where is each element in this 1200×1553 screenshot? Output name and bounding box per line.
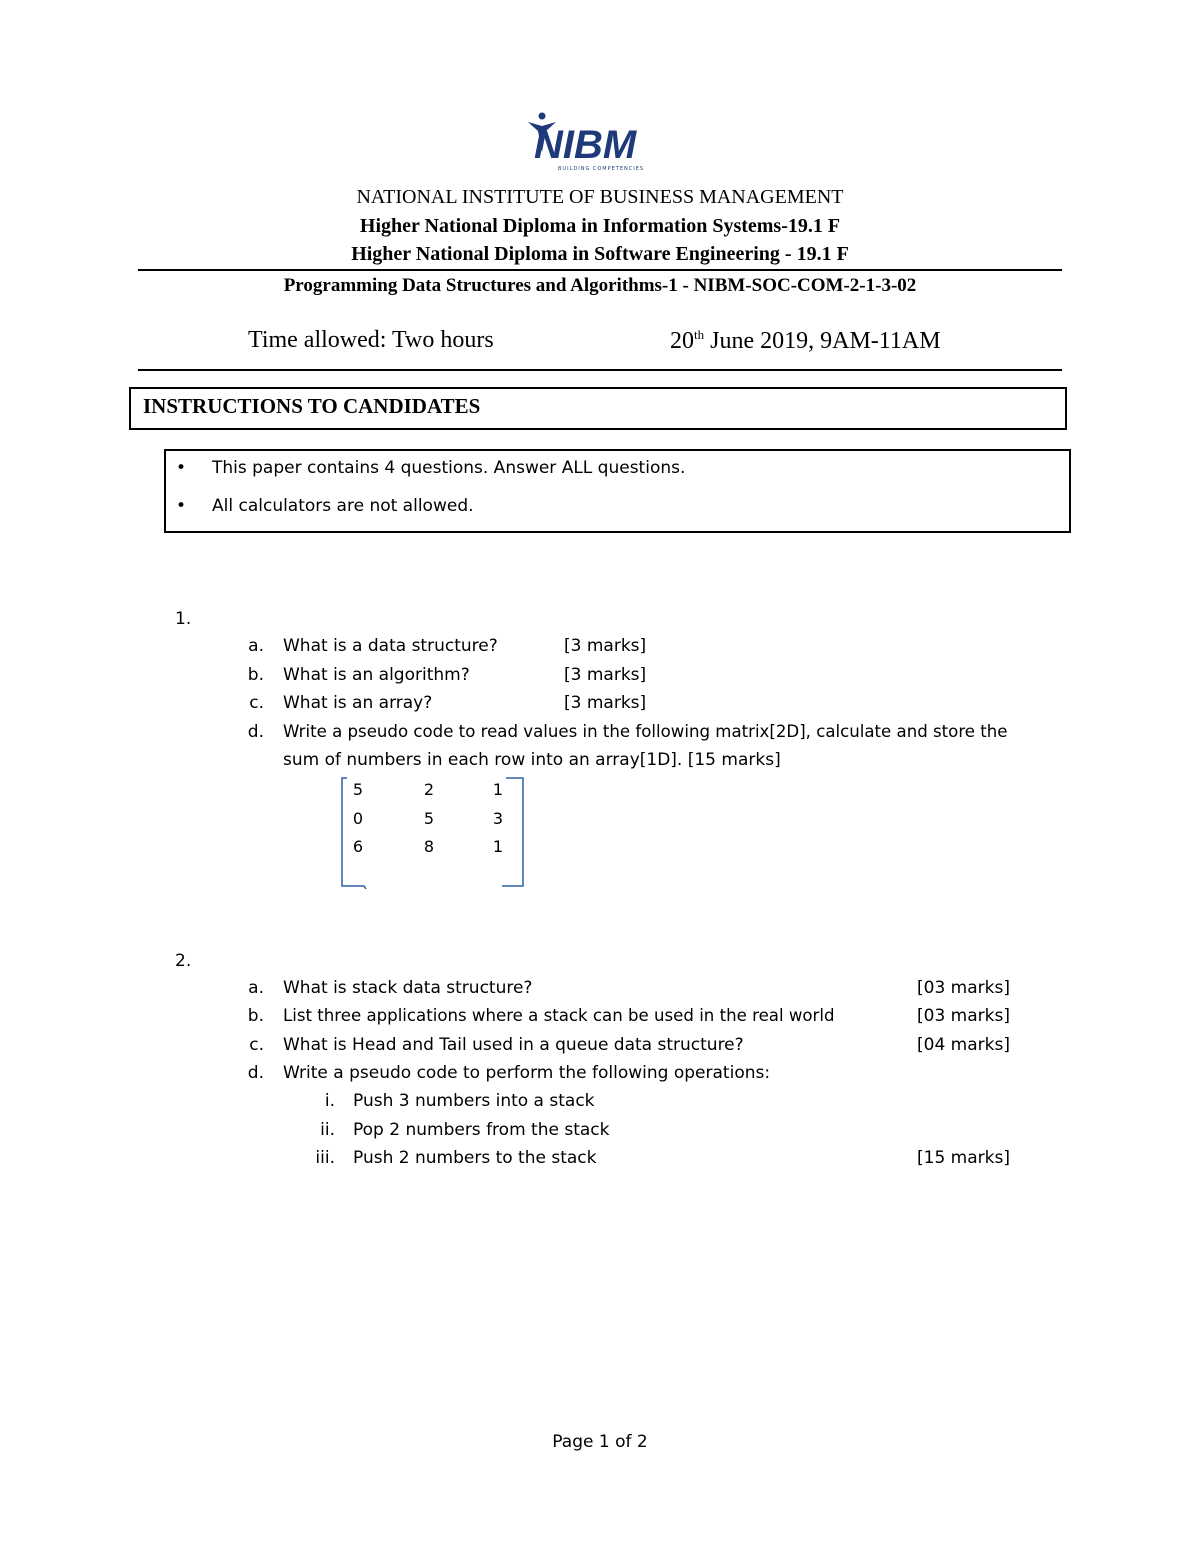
page-number: Page 1 of 2 [552,1432,648,1452]
q1-part-label: d. [247,722,264,742]
q2-part-label: d. [247,1063,264,1083]
matrix-cell: 1 [492,837,504,856]
q1a-marks: [3 marks] [564,636,647,656]
instructions-title: INSTRUCTIONS TO CANDIDATES [143,394,481,418]
q2b-marks: [03 marks] [917,1006,1010,1026]
program-title-1: Higher National Diploma in Information Systems-19.1 F [359,215,841,237]
q2-part-label: c. [249,1035,264,1055]
instructions-list [164,449,1071,533]
q1c-text: What is an array? [283,693,433,713]
q2d-subpart-label: ii. [320,1120,335,1140]
q2-part-label: b. [247,1006,264,1026]
header-rule-bottom [138,369,1062,371]
matrix-cell: 5 [423,809,435,828]
matrix-cell: 2 [423,780,435,799]
q2-part-label: a. [248,978,264,998]
program-title-2: Higher National Diploma in Software Engineering - 19.1 F [351,243,849,265]
q1d-text-continued: sum of numbers in each row into an array[1D]. [15 marks] [283,750,781,770]
matrix-2d [340,776,525,890]
q2d-subpart-text: Pop 2 numbers from the stack [353,1120,610,1140]
q1a-text: What is a data structure? [283,636,498,656]
q2d-subpart-label: iii. [315,1148,335,1168]
q1-part-label: b. [247,665,264,685]
q1c-marks: [3 marks] [564,693,647,713]
q2c-marks: [04 marks] [917,1035,1010,1055]
svg-text:NIBM: NIBM [534,123,637,167]
matrix-cell: 6 [352,837,364,856]
q1b-marks: [3 marks] [564,665,647,685]
q2c-text: What is Head and Tail used in a queue data structure? [283,1035,744,1055]
question-1-number: 1. [175,609,192,629]
institute-name: NATIONAL INSTITUTE OF BUSINESS MANAGEMENT [356,186,844,208]
q2d-subpart-text: Push 2 numbers to the stack [353,1148,597,1168]
q2d-subpart-text: Push 3 numbers into a stack [353,1091,595,1111]
q1b-text: What is an algorithm? [283,665,470,685]
matrix-cell: 0 [352,809,364,828]
matrix-cell: 5 [352,780,364,799]
instruction-item: • All calculators are not allowed. [176,496,474,516]
q2a-text: What is stack data structure? [283,978,533,998]
exam-date: 20th June 2019, 9AM-11AM [670,327,941,354]
matrix-cell: 3 [492,809,504,828]
header-rule-top [138,269,1062,271]
q2a-marks: [03 marks] [917,978,1010,998]
instruction-item: • This paper contains 4 questions. Answer ALL questions. [176,458,686,478]
svg-text:BUILDING COMPETENCIES: BUILDING COMPETENCIES [558,166,645,172]
q2b-text: List three applications where a stack can be used in the real world [283,1006,835,1025]
question-2-number: 2. [175,951,192,971]
module-title: Programming Data Structures and Algorithms-1 - NIBM-SOC-COM-2-1-3-02 [283,275,917,296]
nibm-logo [522,112,662,174]
q2d-subpart-label: i. [324,1091,335,1111]
q1-part-label: a. [248,636,264,656]
time-allowed: Time allowed: Two hours [248,327,494,353]
q2d-text: Write a pseudo code to perform the following operations: [283,1063,771,1083]
q1d-text: Write a pseudo code to read values in the following matrix[2D], calculate and store the [283,722,1008,741]
q1-part-label: c. [249,693,264,713]
matrix-cell: 8 [423,837,435,856]
q2d-marks: [15 marks] [917,1148,1010,1168]
matrix-cell: 1 [492,780,504,799]
instructions-heading-box [129,387,1067,430]
